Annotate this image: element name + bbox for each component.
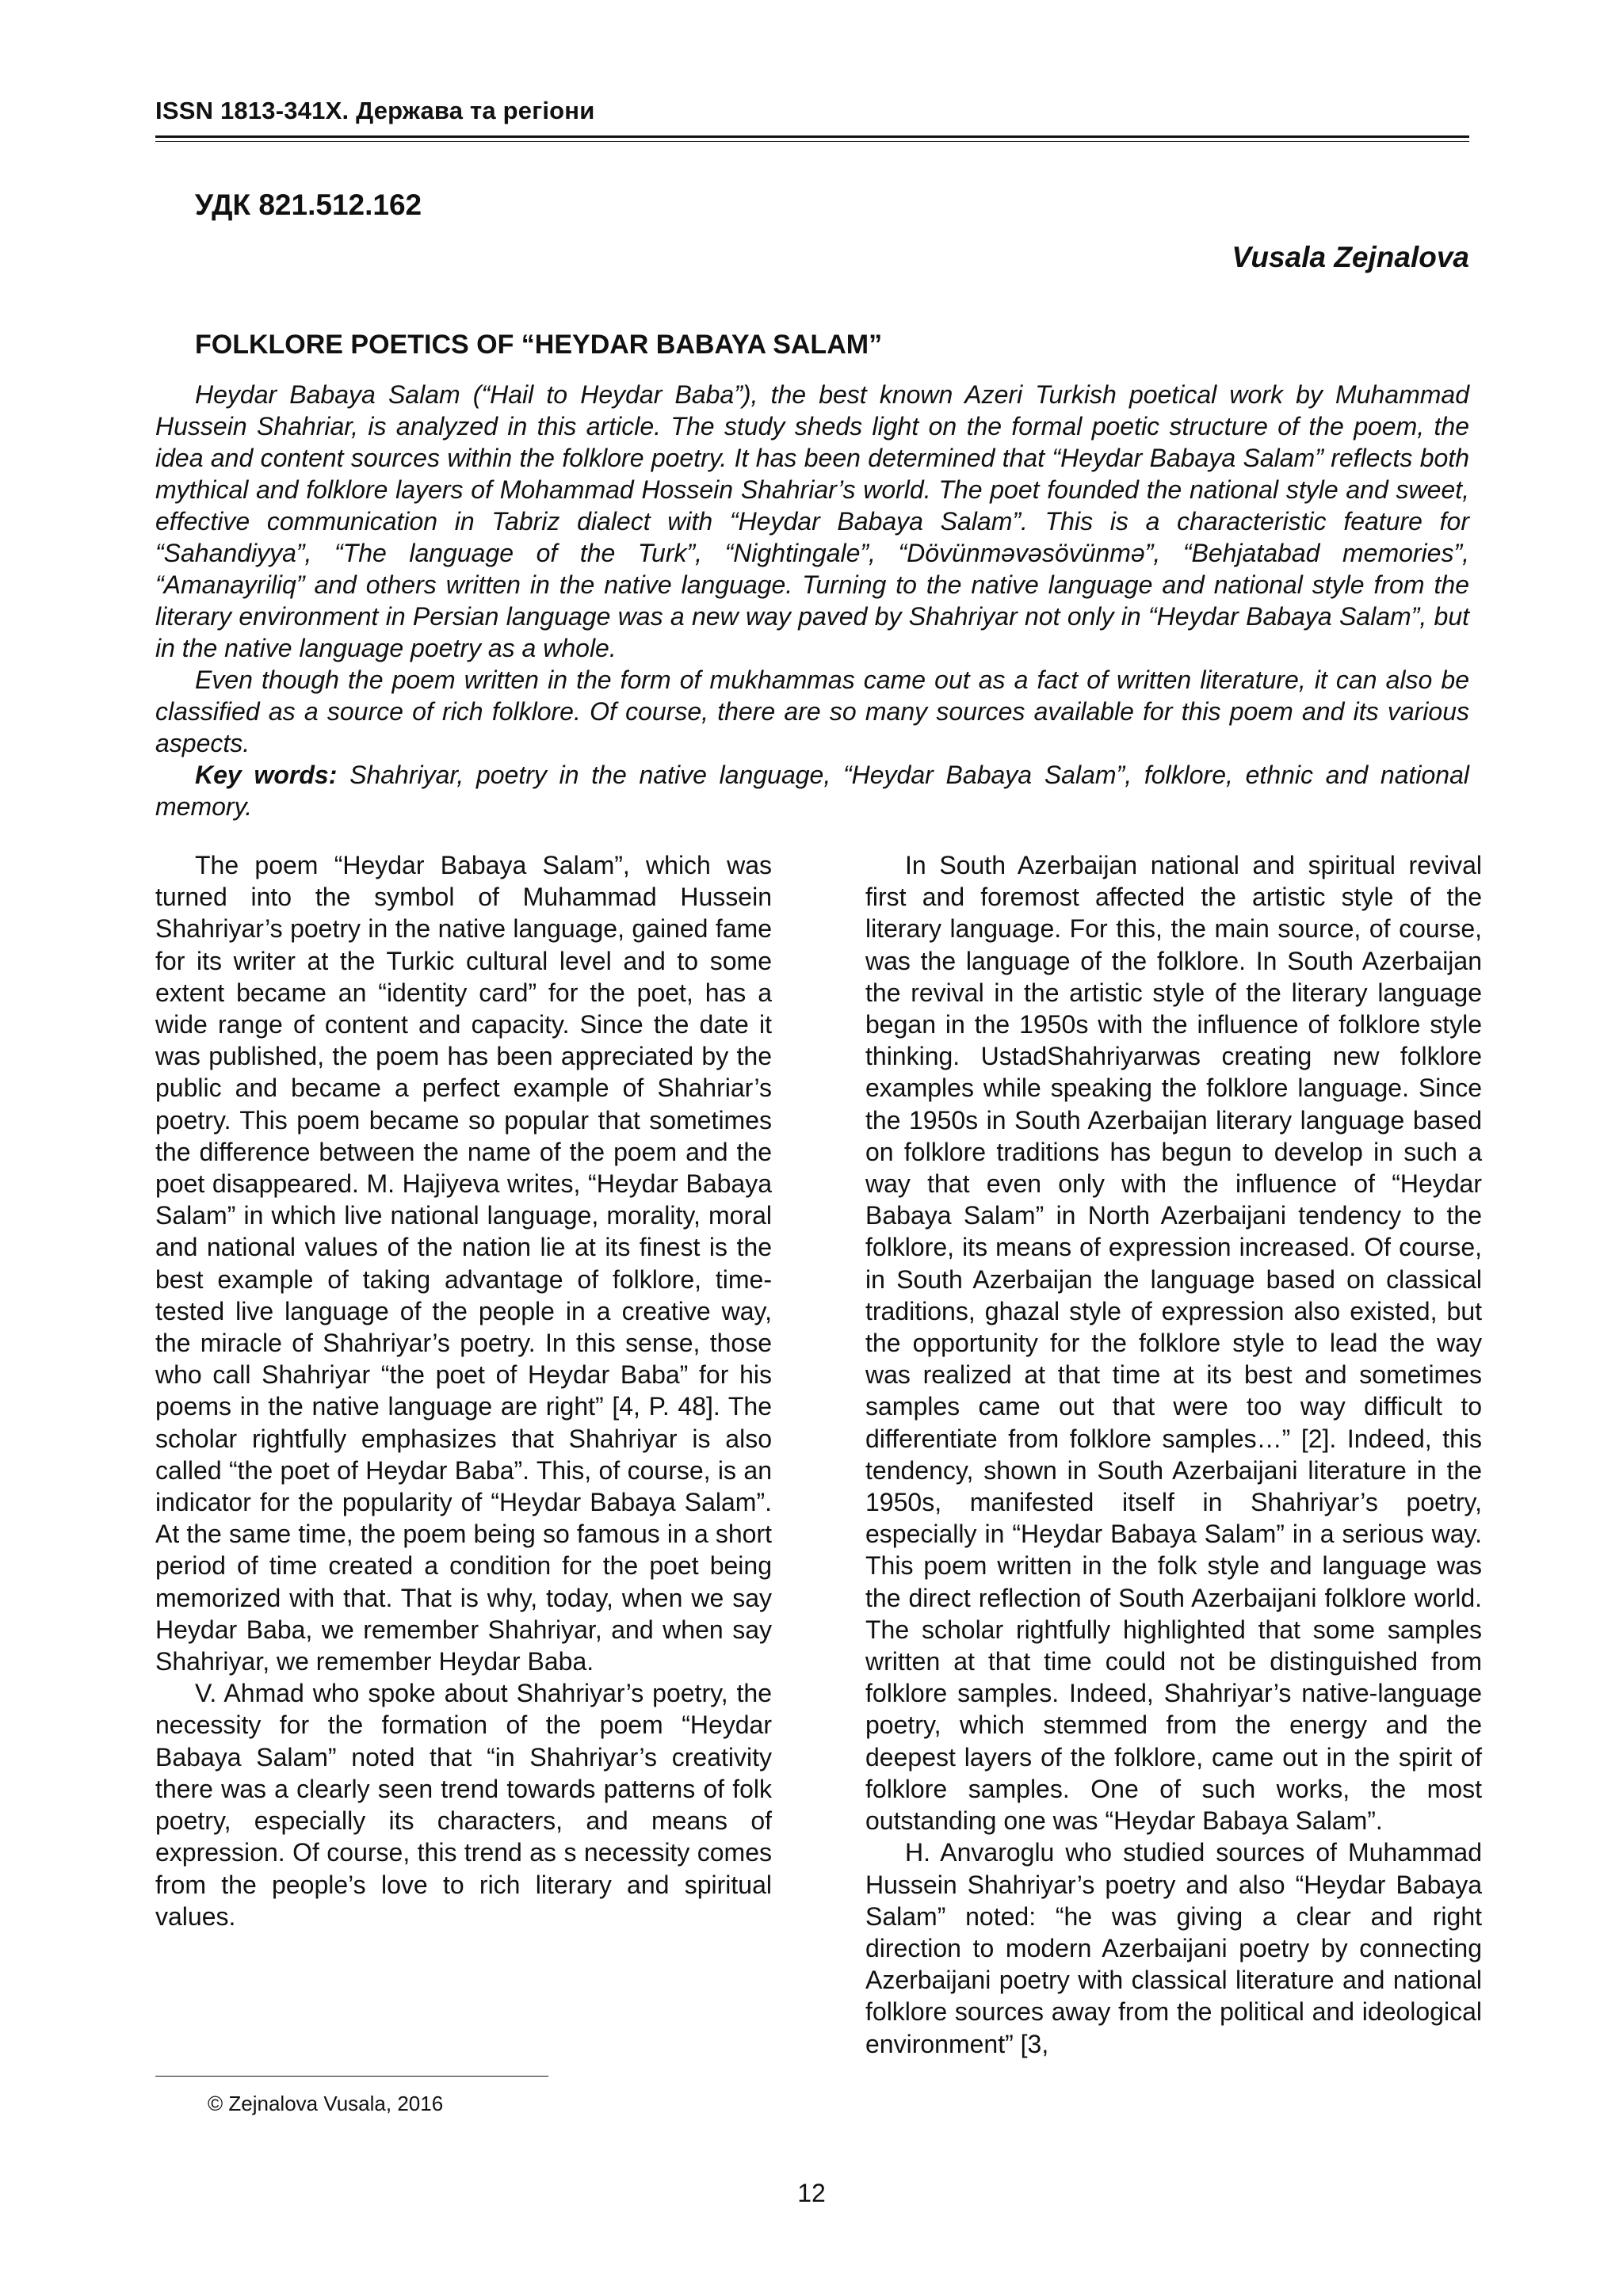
keywords-text: Shahriyar, poetry in the native language, “Heydar Babaya Salam”, folklore, ethnic and national memory. <box>155 761 1470 821</box>
header-rule-thick <box>155 135 1469 138</box>
abstract-paragraph: Even though the poem written in the form of mukhammas came out as a fact of written literature, it can also be classified as a source of rich folklore. Of course, there are so many sources available for this poem and its various aspects. <box>155 666 1469 757</box>
article-title: FOLKLORE POETICS OF “HEYDAR BABAYA SALAM” <box>195 330 883 360</box>
body-paragraph: H. Anvaroglu who studied sources of Muhammad Hussein Shahriyar’s poetry and also “Heydar Babaya Salam” noted: “he was giving a clear and right direction to modern Azerbaijani poetry by connecting Azerbaijani poetry with classical literature and national folklore sources away from the political and ideological environment” [3, <box>865 1838 1482 2058</box>
body-paragraph: The poem “Heydar Babaya Salam”, which was turned into the symbol of Muhammad Hussein Shahriyar’s poetry in the native language, gained fame for its writer at the Turkic cultural level and to some extent became an “identity card” for the poet, has a wide range of content and capacity. Since the date it was published, the poem has been appreciated by the public and became a perfect example of Shahriar’s poetry. This poem became so popular that sometimes the difference between the name of the poem and the poet disappeared. M. Hajiyeva writes, “Heydar Babaya Salam” in which live national language, morality, moral and national values of the nation lie at its finest is the best example of taking advantage of folklore, time-tested live language of the people in a creative way, the miracle of Shahriyar’s poetry. In this sense, those who call Shahriyar “the poet of Heydar Baba” for his poems in the native language are right” [4, P. 48]. The scholar rightfully emphasizes that Shahriyar is also called “the poet of Heydar Baba”. This, of course, is an indicator for the popularity of “Heydar Babaya Salam”. At the same time, the poem being so famous in a short period of time created a condition for the poet being memorized with that. That is why, today, when we say Heydar Baba, we remember Shahriyar, and when say Shahriyar, we remember Heydar Baba. <box>155 851 772 1676</box>
running-head: ISSN 1813-341Х. Держава та регіони <box>155 97 595 124</box>
udc-code: УДК 821.512.162 <box>195 189 422 221</box>
body-column-left <box>155 849 772 1932</box>
copyright-footnote: © Zejnalova Vusala, 2016 <box>208 2092 444 2115</box>
author-name: Vusala Zejnalova <box>1232 241 1469 273</box>
abstract <box>155 379 1469 822</box>
body-paragraph: In South Azerbaijan national and spiritual revival first and foremost affected the artistic style of the literary language. For this, the main source, of course, was the language of the folklore. In South Azerbaijan the revival in the artistic style of the literary language began in the 1950s with the influence of folklore style thinking. UstadShahriyarwas creating new folklore examples while speaking the folklore language. Since the 1950s in South Azerbaijan literary language based on folklore traditions has begun to develop in such a way that even only with the influence of “Heydar Babaya Salam” in North Azerbaijani tendency to the folklore, its means of expression increased. Of course, in South Azerbaijan the language based on classical traditions, ghazal style of expression also existed, but the opportunity for the folklore style to lead the way was realized at that time at its best and sometimes samples came out that were too way difficult to differentiate from folklore samples…” [2]. Indeed, this tendency, shown in South Azerbaijani literature in the 1950s, manifested itself in Shahriyar’s poetry, especially in “Heydar Babaya Salam” in a serious way. This poem written in the folk style and language was the direct reflection of South Azerbaijani folklore world. The scholar rightfully highlighted that some samples written at that time could not be distinguished from folklore samples. Indeed, Shahriyar’s native-language poetry, which stemmed from the energy and the deepest layers of the folklore, came out in the spirit of folklore samples. One of such works, the most outstanding one was “Heydar Babaya Salam”. <box>865 851 1482 1836</box>
keywords-label: Key words: <box>195 761 338 789</box>
abstract-paragraph: Heydar Babaya Salam (“Hail to Heydar Baba”), the best known Azeri Turkish poetical work by Muhammad Hussein Shahriar, is analyzed in this article. The study sheds light on the formal poetic structure of the poem, the idea and content sources within the folklore poetry. It has been determined that “Heydar Babaya Salam” reflects both mythical and folklore layers of Mohammad Hossein Shahriar’s world. The poet founded the national style and sweet, effective communication in Tabriz dialect with “Heydar Babaya Salam”. This is a characteristic feature for “Sahandiyya”, “The language of the Turk”, “Nightingale”, “Dövünməvəsövünmə”, “Behjatabad memories”, “Amanayriliq” and others written in the native language. Turning to the native language and national style from the literary environment in Persian language was a new way paved by Shahriyar not only in “Heydar Babaya Salam”, but in the native language poetry as a whole. <box>155 380 1469 662</box>
body-paragraph: V. Ahmad who spoke about Shahriyar’s poetry, the necessity for the formation of the poem “Heydar Babaya Salam” noted that “in Shahriyar’s creativity there was a clearly seen trend towards patterns of folk poetry, especially its characters, and means of expression. Of course, this trend as s necessity comes from the people’s love to rich literary and spiritual values. <box>155 1679 772 1931</box>
header-rule-thin <box>155 141 1469 142</box>
footnote-rule <box>155 2076 548 2077</box>
keywords <box>155 759 1469 822</box>
page-number: 12 <box>797 2179 826 2207</box>
body-column-right <box>865 849 1482 2060</box>
